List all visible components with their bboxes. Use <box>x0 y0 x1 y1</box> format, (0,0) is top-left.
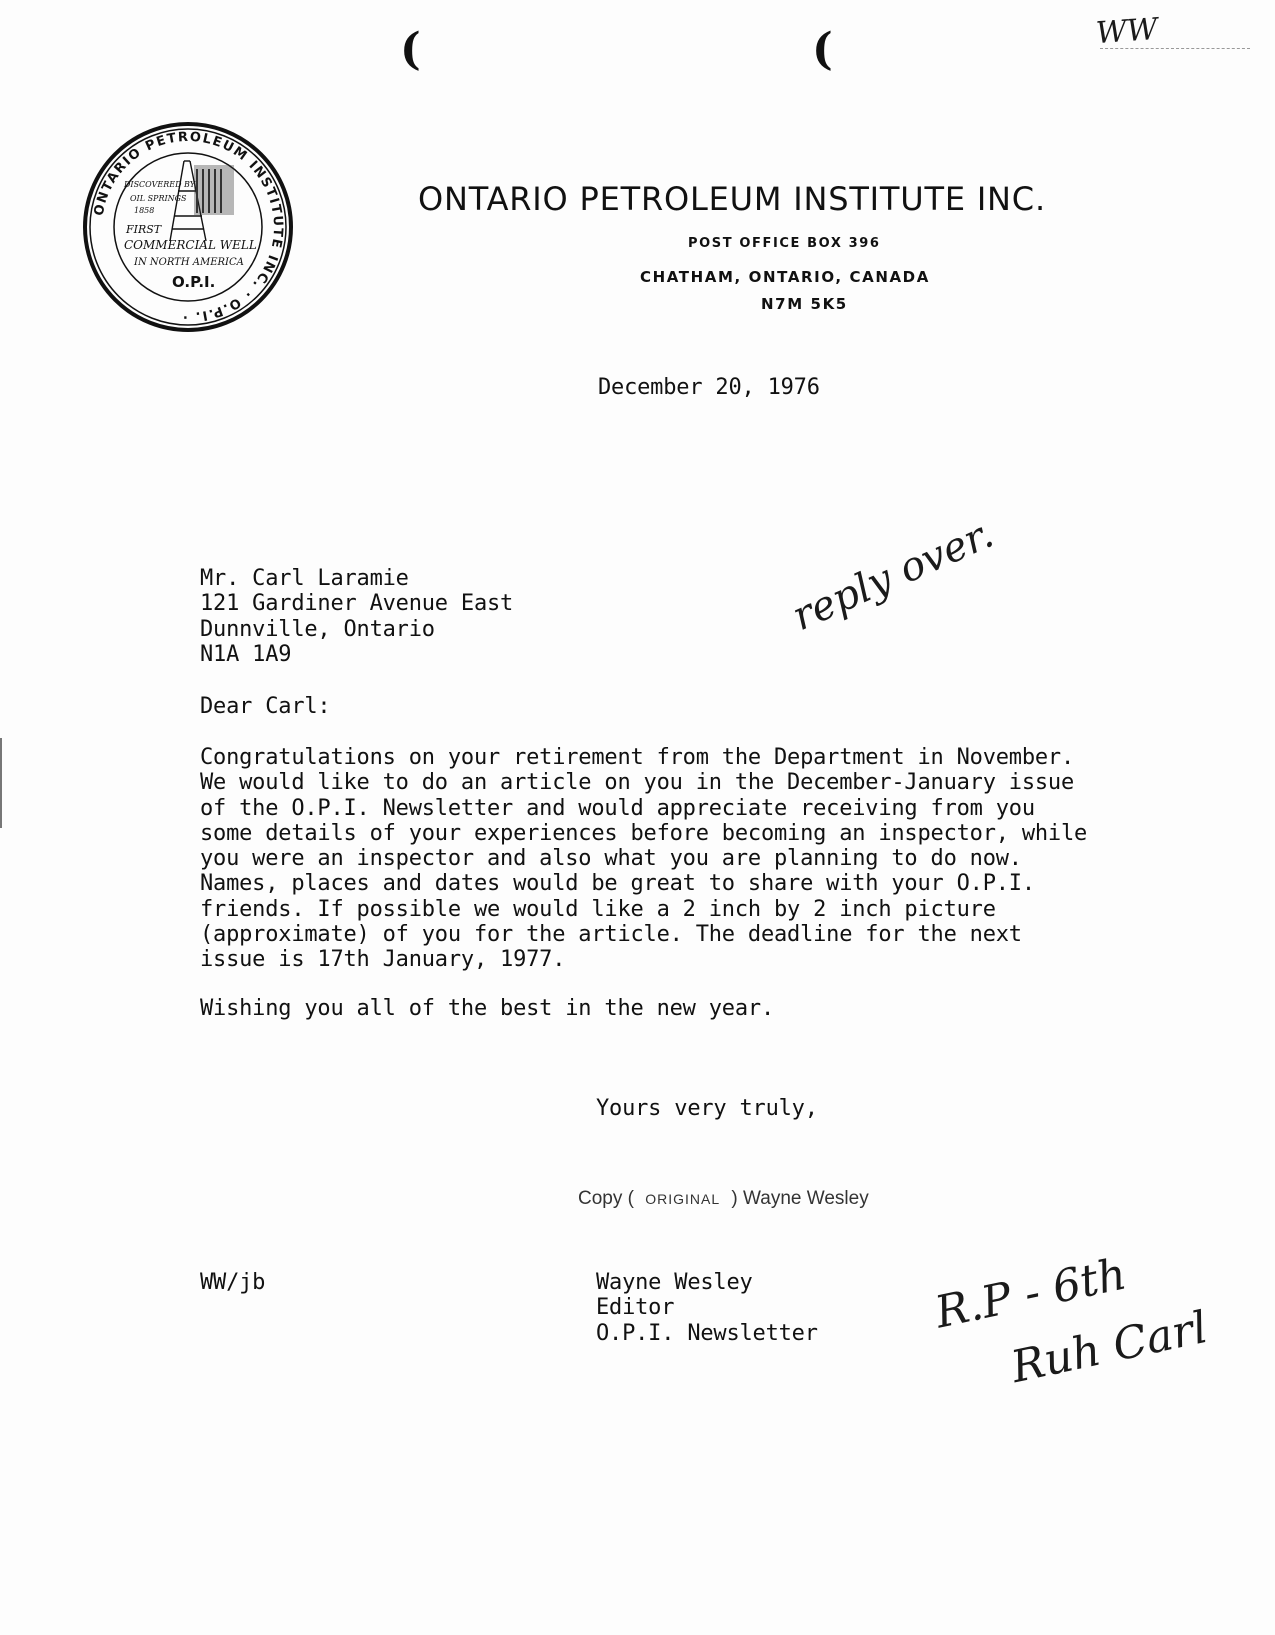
margin-mark <box>0 738 2 828</box>
typist-initials: WW/jb <box>200 1270 266 1295</box>
copy-stamp: Copy ( ORIGINAL ) Wayne Wesley <box>578 1188 869 1209</box>
institute-seal <box>82 121 294 333</box>
svg-text:OIL SPRINGS: OIL SPRINGS <box>130 194 187 203</box>
body-line: Names, places and dates would be great to share with your O.P.I. <box>200 871 1035 897</box>
signer-title: Editor <box>596 1295 675 1321</box>
copy-label: Copy <box>578 1188 623 1209</box>
closing-line: Wishing you all of the best in the new year. <box>200 996 774 1021</box>
body-line: some details of your experiences before becoming an inspector, while <box>200 820 1088 846</box>
letter-body <box>200 745 1087 973</box>
original-label: ORIGINAL <box>645 1191 721 1207</box>
body-line: (approximate) of you for the article. The deadline for the next <box>200 922 1022 948</box>
body-line: friends. If possible we would like a 2 inch by 2 inch picture <box>200 896 996 922</box>
salutation: Dear Carl: <box>200 694 331 719</box>
signer-organization: O.P.I. Newsletter <box>596 1320 818 1346</box>
svg-text:DISCOVERED BY: DISCOVERED BY <box>124 180 196 189</box>
punch-mark: ( <box>400 24 421 75</box>
svg-text:COMMERCIAL WELL: COMMERCIAL WELL <box>124 238 257 252</box>
recipient-line: Mr. Carl Laramie <box>200 566 409 591</box>
svg-text:FIRST: FIRST <box>126 223 162 236</box>
body-line: you were an inspector and also what you are planning to do now. <box>200 846 1022 872</box>
svg-text:1858: 1858 <box>134 206 155 215</box>
signature-block <box>596 1270 818 1346</box>
body-line: issue is 17th January, 1977. <box>200 947 566 973</box>
recipient-line: N1A 1A9 <box>200 641 292 667</box>
recipient-address <box>200 566 513 667</box>
svg-text:IN NORTH AMERICA: IN NORTH AMERICA <box>134 257 244 268</box>
punch-mark: ( <box>812 24 833 75</box>
handwritten-initials: WW <box>1094 11 1159 52</box>
copy-name: Wayne Wesley <box>743 1188 869 1209</box>
svg-text:ONTARIO PETROLEUM INSTITUTE IN: ONTARIO PETROLEUM INSTITUTE INC. · O.P.I. · <box>91 129 286 325</box>
organization-name: ONTARIO PETROLEUM INSTITUTE INC. <box>418 180 1046 218</box>
valediction: Yours very truly, <box>596 1096 818 1121</box>
signer-name: Wayne Wesley <box>596 1270 753 1295</box>
recipient-line: Dunnville, Ontario <box>200 616 435 642</box>
body-line: Congratulations on your retirement from the Department in November. <box>200 745 1075 770</box>
address-line: CHATHAM, ONTARIO, CANADA <box>640 268 930 286</box>
recipient-line: 121 Gardiner Avenue East <box>200 591 514 617</box>
body-line: We would like to do an article on you in the December-January issue <box>200 770 1075 796</box>
body-line: of the O.P.I. Newsletter and would appreciate receiving from you <box>200 795 1035 821</box>
address-line: N7M 5K5 <box>761 295 848 313</box>
svg-text:O.P.I.: O.P.I. <box>172 273 216 291</box>
letter-date: December 20, 1976 <box>598 375 820 400</box>
handwritten-note: Ruh Carl <box>1006 1301 1212 1394</box>
address-line: POST OFFICE BOX 396 <box>688 236 881 251</box>
handwritten-note: reply over. <box>785 510 1001 641</box>
handwritten-note: R.P - 6th <box>930 1248 1131 1339</box>
